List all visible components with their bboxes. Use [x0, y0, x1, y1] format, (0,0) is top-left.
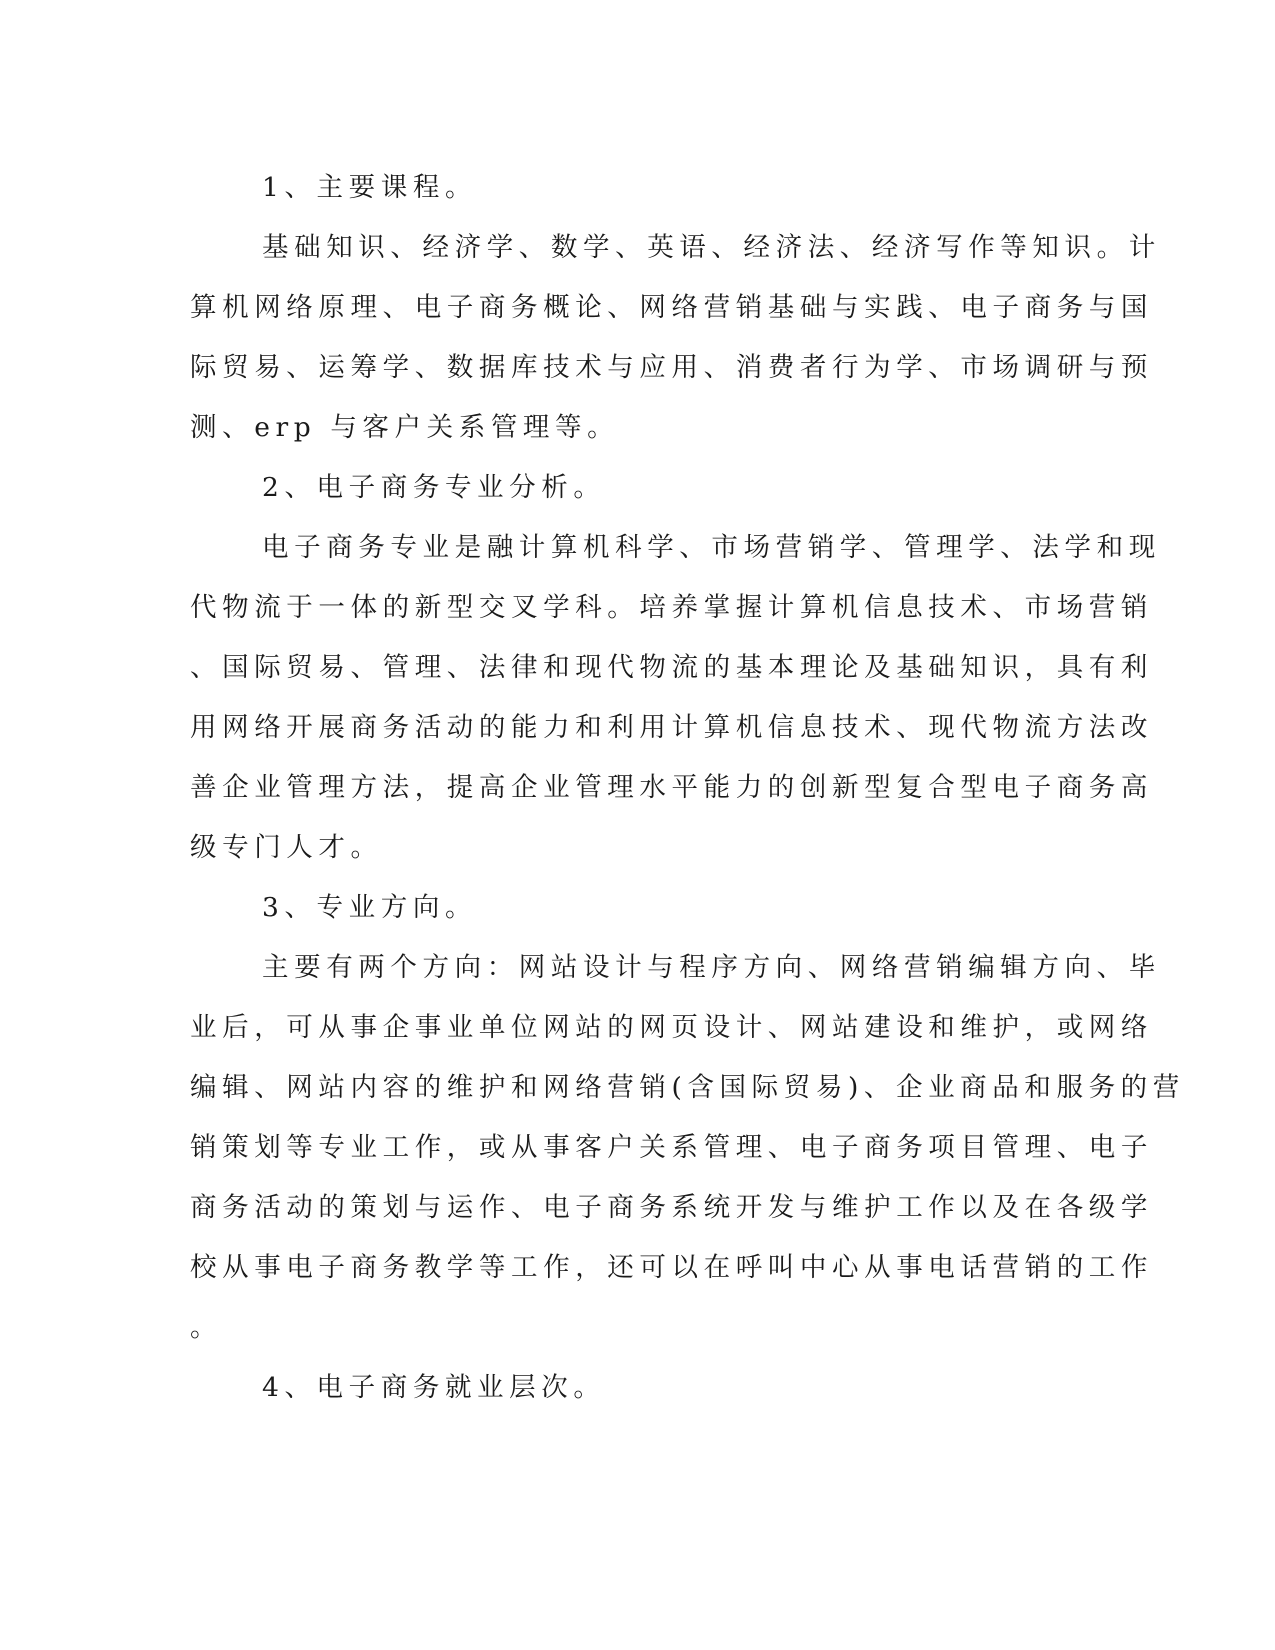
section-2-paragraph-line-3: 、国际贸易、管理、法律和现代物流的基本理论及基础知识，具有利: [190, 652, 1153, 683]
section-2-paragraph-line-2: 代物流于一体的新型交叉学科。培养掌握计算机信息技术、市场营销: [190, 592, 1153, 623]
section-2-heading: 2、电子商务专业分析。: [262, 472, 606, 503]
section-2-paragraph-line-6: 级专门人才。: [190, 832, 383, 863]
section-3-heading: 3、专业方向。: [262, 892, 478, 923]
section-3-paragraph-line-1: 主要有两个方向：网站设计与程序方向、网络营销编辑方向、毕: [262, 952, 1161, 983]
section-3-paragraph-line-4: 销策划等专业工作，或从事客户关系管理、电子商务项目管理、电子: [190, 1132, 1153, 1163]
section-1-paragraph-line-1: 基础知识、经济学、数学、英语、经济法、经济写作等知识。计: [262, 232, 1161, 263]
section-2-paragraph-line-1: 电子商务专业是融计算机科学、市场营销学、管理学、法学和现: [262, 532, 1161, 563]
section-3-paragraph-line-2: 业后，可从事企事业单位网站的网页设计、网站建设和维护，或网络: [190, 1012, 1153, 1043]
section-3-paragraph-line-3: 编辑、网站内容的维护和网络营销(含国际贸易)、企业商品和服务的营: [190, 1072, 1185, 1103]
section-1-paragraph-line-4: 测、erp 与客户关系管理等。: [190, 412, 620, 443]
section-3-paragraph-line-5: 商务活动的策划与运作、电子商务系统开发与维护工作以及在各级学: [190, 1192, 1153, 1223]
section-2-paragraph-line-4: 用网络开展商务活动的能力和利用计算机信息技术、现代物流方法改: [190, 712, 1153, 743]
section-2-paragraph-line-5: 善企业管理方法，提高企业管理水平能力的创新型复合型电子商务高: [190, 772, 1153, 803]
section-3-paragraph-line-6: 校从事电子商务教学等工作，还可以在呼叫中心从事电话营销的工作: [190, 1252, 1153, 1283]
section-1-paragraph-line-3: 际贸易、运筹学、数据库技术与应用、消费者行为学、市场调研与预: [190, 352, 1153, 383]
section-1-paragraph-line-2: 算机网络原理、电子商务概论、网络营销基础与实践、电子商务与国: [190, 292, 1153, 323]
section-1-heading: 1、主要课程。: [262, 172, 478, 203]
section-3-paragraph-line-7: 。: [190, 1312, 223, 1343]
section-4-heading: 4、电子商务就业层次。: [262, 1372, 606, 1403]
